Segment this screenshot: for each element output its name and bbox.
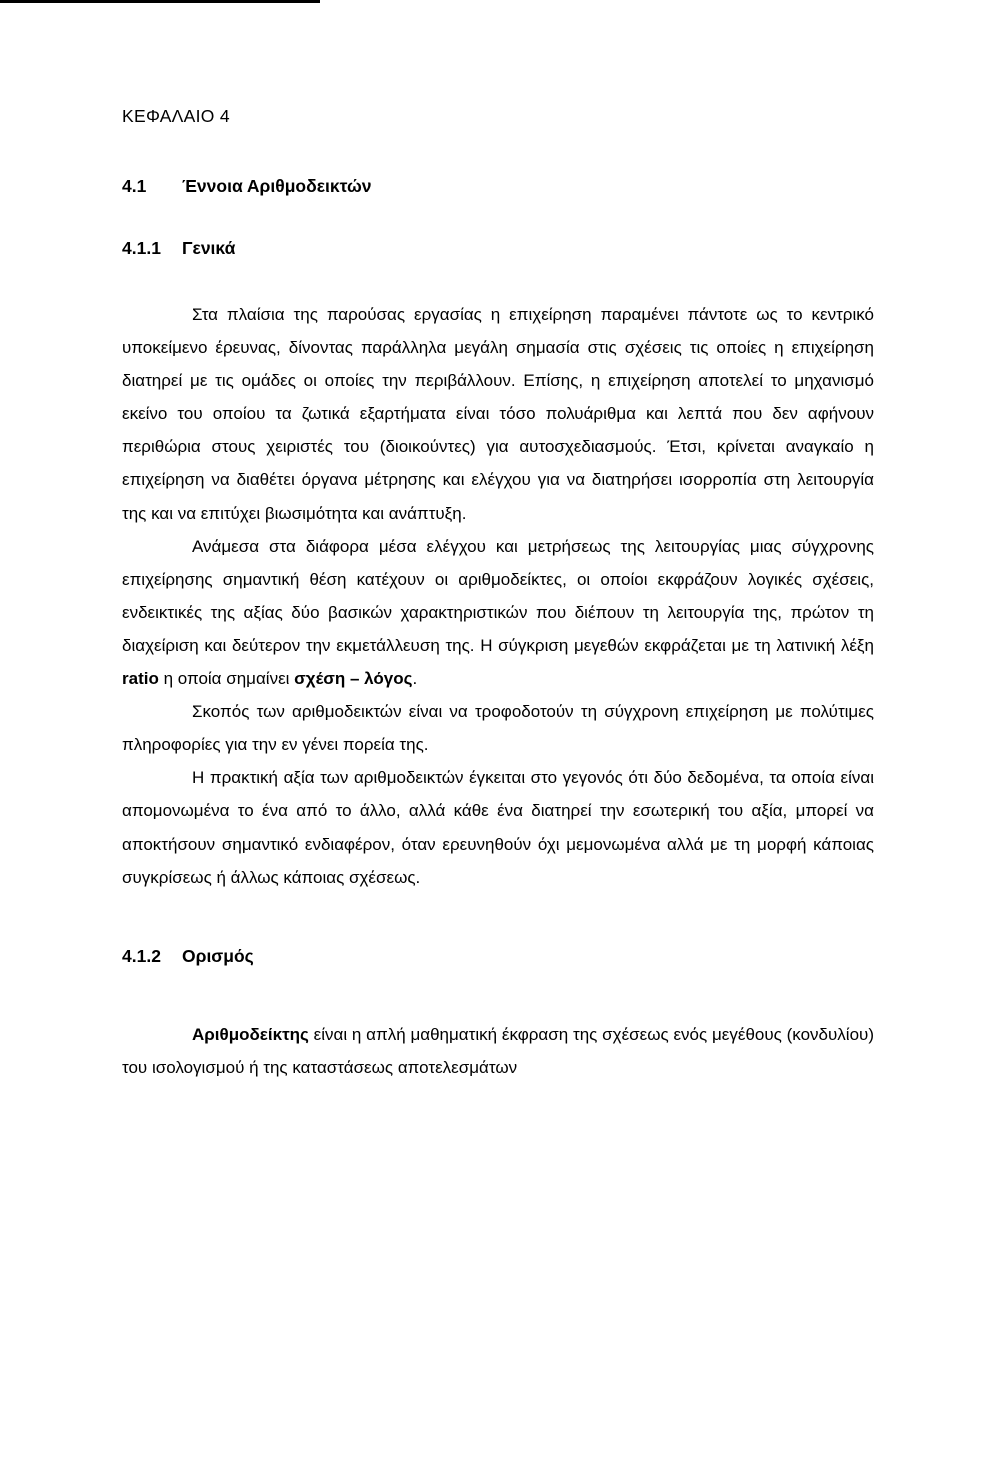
paragraph-ratios-mid: η οποία σημαίνει [158,669,295,689]
section-title: Έννοια Αριθμοδεικτών [182,176,372,196]
definition-term: Αριθμοδείκτης [192,1024,309,1044]
subsection-heading-definition [122,944,874,968]
paragraph-intro: Στα πλαίσια της παρούσας εργασίας η επιχείρηση παραμένει πάντοτε ως το κεντρικό υποκείμενο έρευνας, δίνοντας παράλληλα μεγάλη σημασία στις σχέσεις τις οποίες η επιχείρηση διατηρεί με τις ομάδες οι οποίες την περιβάλλουν. Επίσης, η επιχείρηση αποτελεί το μηχανισμό εκείνο του οποίου τα ζωτικά εξαρτήματα είναι τόσο πολυάριθμα και λεπτά που δεν αφήνουν περιθώρια στους χειριστές του (διοικούντες) για αυτοσχεδιασμούς. Έτσι, κρίνεται αναγκαίο η επιχείρηση να διαθέτει όργανα μέτρησης και ελέγχου για να διατηρήσει ισορροπία στη λειτουργία της και να επιτύχει βιωσιμότητα και ανάπτυξη. [122,305,874,523]
paragraph-definition [122,1018,874,1084]
paragraph-ratios-control [122,530,874,695]
paragraph-ratios-text: Ανάμεσα στα διάφορα μέσα ελέγχου και μετρήσεως της λειτουργίας μιας σύγχρονης επιχείρησης σημαντική θέση κατέχουν οι αριθμοδείκτες, οι οποίοι εκφράζουν λογικές σχέσεις, ενδεικτικές της αξίας δύο βασικών χαρακτηριστικών που διέπουν τη λειτουργία της, πρώτον τη διαχείριση και δεύτερον την εκμετάλλευση της. Η σύγκριση μεγεθών εκφράζεται με τη λατινική λέξη [122,536,874,655]
chapter-title: ΚΕΦΑΛΑΙΟ 4 [122,106,230,126]
subsection-number: 4.1.1 [122,238,161,258]
ratio-term: ratio [122,669,159,689]
scan-top-edge-line [0,0,320,3]
subsection-number: 4.1.2 [122,945,161,966]
subsection-title: Γενικά [182,238,236,258]
paragraph-ratios-end: . [412,669,418,689]
paragraph-practical-value: Η πρακτική αξία των αριθμοδεικτών έγκειται στο γεγονός ότι δύο δεδομένα, τα οποία είναι απομονωμένα το ένα από το άλλο, αλλά κάθε ένα διατηρεί την εσωτερική του αξία, μπορεί να αποκτήσουν σημαντικό ενδιαφέρον, όταν ερευνηθούν όχι μεμονωμένα αλλά με τη μορφή κάποιας συγκρίσεως ή άλλως κάποιας σχέσεως. [122,768,874,887]
definition-text: είναι η απλή μαθηματική έκφραση της σχέσεως ενός μεγέθους (κονδυλίου) του ισολογισμού ή της καταστάσεως αποτελεσμάτων [122,1024,874,1077]
paragraph-purpose: Σκοπός των αριθμοδεικτών είναι να τροφοδοτούν τη σύγχρονη επιχείρηση με πολύτιμες πληροφορίες για την εν γένει πορεία της. [122,702,874,755]
relation-term: σχέση – λόγος [294,669,413,689]
section-number: 4.1 [122,176,147,196]
subsection-heading-general [122,236,874,260]
section-heading [122,174,874,198]
subsection-title: Ορισμός [182,945,254,966]
document-page [122,104,874,1084]
